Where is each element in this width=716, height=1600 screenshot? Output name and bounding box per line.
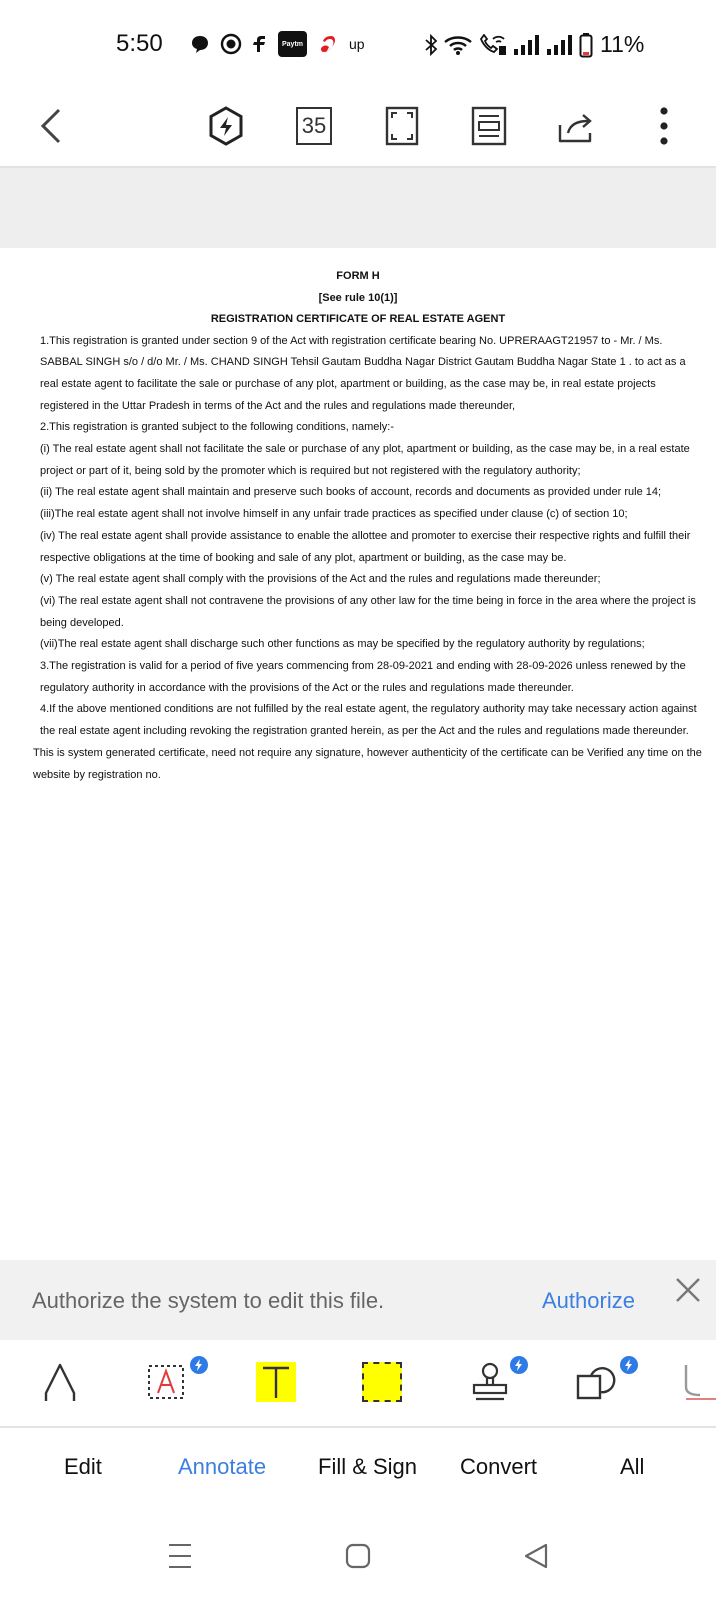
tab-edit[interactable]: Edit [64, 1454, 102, 1479]
system-nav-bar [0, 1508, 716, 1600]
share-button[interactable] [548, 98, 604, 154]
page-count-icon [296, 107, 332, 145]
home-button[interactable] [336, 1534, 380, 1578]
airtel-icon [317, 31, 339, 57]
lightning-icon [206, 105, 246, 147]
bottom-tabs [0, 1428, 716, 1508]
premium-button[interactable] [198, 98, 254, 154]
authorize-button[interactable]: Authorize [542, 1288, 635, 1313]
status-time: 5:50 [116, 30, 163, 57]
more-options-button[interactable] [636, 98, 692, 154]
back-arrow-icon [35, 106, 65, 146]
shape-tool[interactable] [568, 1358, 624, 1406]
bluetooth-icon [424, 32, 438, 58]
underline-tool[interactable] [680, 1358, 716, 1406]
text-box-tool[interactable] [138, 1358, 194, 1406]
premium-badge [620, 1356, 638, 1374]
doc-subtitle: [See rule 10(1)] [318, 291, 398, 304]
stamp-tool-icon [470, 1361, 510, 1403]
doc-heading: REGISTRATION CERTIFICATE OF REAL ESTATE AGENT [210, 313, 506, 325]
premium-badge [190, 1356, 208, 1374]
premium-badge [510, 1356, 528, 1374]
whatsapp-icon [220, 31, 242, 57]
doc-body [0, 331, 716, 743]
annotate-tools [0, 1340, 716, 1428]
doc-paragraph: 2.This registration is granted subject to the following conditions, namely:- [40, 421, 395, 434]
reading-mode-icon [471, 106, 507, 146]
lightning-icon [624, 1359, 634, 1371]
page-count-button[interactable] [286, 98, 342, 154]
doc-paragraph: (i) The real estate agent shall not facilitate the sale or purchase of any plot, apartment or building, as the case may be, in a real estate project or part of it, being sold by the promoter which is required but not registered with the regulatory authority; [40, 443, 690, 477]
tab-convert[interactable]: Convert [460, 1454, 538, 1479]
close-banner-button[interactable] [674, 1276, 702, 1304]
text-highlight-tool-icon [256, 1362, 296, 1402]
pen-tool-icon [43, 1361, 77, 1403]
status-bar [0, 0, 716, 92]
doc-footer-note: This is system generated certificate, need not require any signature, however authenticity of the certificate can be Verified any time on the website by registration no. [33, 746, 702, 781]
authorize-banner [0, 1260, 716, 1340]
page-gap [0, 168, 716, 248]
battery-icon [579, 32, 593, 58]
back-button[interactable] [22, 98, 78, 154]
underline-tool-icon [680, 1361, 716, 1403]
top-toolbar [0, 92, 716, 168]
document-page [0, 248, 716, 1260]
recents-icon [167, 1541, 193, 1571]
fullscreen-button[interactable] [374, 98, 430, 154]
chat-bubble-icon [190, 31, 210, 57]
doc-paragraph: (iv) The real estate agent shall provide assistance to enable the allottee and promoter to exercise their respective rights and fulfill their respective obligations at the time of booking and sale of any plot, apartment or building, as the case may be. [40, 529, 691, 564]
authorize-message: Authorize the system to edit this file. [32, 1288, 385, 1313]
tab-annotate[interactable]: Annotate [178, 1454, 267, 1479]
home-icon [344, 1542, 372, 1570]
tab-fill-sign[interactable]: Fill & Sign [318, 1454, 418, 1479]
share-icon [556, 107, 596, 145]
reading-mode-button[interactable] [461, 98, 517, 154]
up-icon: up [349, 36, 365, 52]
tab-all[interactable]: All [620, 1454, 645, 1479]
doc-paragraph: 1.This registration is granted under section 9 of the Act with registration certificate bearing No. UPRERAAGT21957 to - Mr. / Ms. SABBAL SINGH s/o / d/o Mr. / Ms. CHAND SINGH Tehsil Gautam Buddha Nagar District Gautam Buddha Nagar State 1 . to act as a real estate agent to facilitate the sale or purchase of any plot, apartment or building, as the case may be, in real estate projects registered in the Uttar Pradesh in terms of the Act and the rules and regulations made thereunder, [40, 334, 686, 412]
stamp-tool[interactable] [462, 1358, 518, 1406]
lightning-icon [514, 1359, 524, 1371]
area-highlight-tool-icon [362, 1362, 402, 1402]
doc-paragraph: 4.If the above mentioned conditions are not fulfilled by the real estate agent, the regulatory authority may take necessary action against the real estate agent including revoking the registration granted herein, as per the Act and the rules and regulations made thereunder. [40, 703, 697, 738]
shape-tool-icon [575, 1361, 617, 1403]
doc-paragraph: (iii)The real estate agent shall not involve himself in any unfair trade practices as specified under clause (c) of section 10; [40, 508, 628, 521]
paytm-icon: Paytm [278, 31, 307, 57]
doc-paragraph: (vii)The real estate agent shall discharge such other functions as may be specified by the regulatory authority by regulations; [40, 638, 645, 651]
system-icons [424, 31, 644, 58]
wifi-icon [443, 32, 473, 58]
flipkart-icon [252, 31, 268, 57]
close-icon [674, 1276, 702, 1304]
doc-title: FORM H [336, 270, 380, 282]
doc-paragraph: (ii) The real estate agent shall maintain and preserve such books of account, records and documents as provided under rule 14; [40, 486, 662, 499]
signal-sim2-icon [546, 32, 574, 58]
fullscreen-icon [385, 106, 419, 146]
recents-button[interactable] [158, 1534, 202, 1578]
area-highlight-tool[interactable] [354, 1358, 410, 1406]
battery-percent: 11% [600, 31, 645, 57]
page-count: 35 [301, 113, 327, 138]
back-triangle-icon [522, 1542, 550, 1570]
more-vertical-icon [659, 106, 669, 146]
doc-paragraph: (v) The real estate agent shall comply with the provisions of the Act and the rules and regulations made thereunder; [40, 573, 601, 586]
lightning-icon [194, 1359, 204, 1371]
pen-tool[interactable] [32, 1358, 88, 1406]
notification-icons [190, 31, 365, 57]
doc-paragraph: 3.The registration is valid for a period of five years commencing from 28-09-2021 and ending with 28-09-2026 unless renewed by the regulatory authority in accordance with the provisions of the Act or the rules and regulations made thereunder. [40, 660, 686, 694]
wifi-calling-icon [478, 32, 508, 58]
signal-sim1-icon [513, 32, 541, 58]
doc-paragraph: (vi) The real estate agent shall not contravene the provisions of any other law for the time being in force in the area where the project is being developed. [40, 594, 696, 629]
text-box-tool-icon [146, 1362, 186, 1402]
text-highlight-tool[interactable] [248, 1358, 304, 1406]
back-nav-button[interactable] [514, 1534, 558, 1578]
